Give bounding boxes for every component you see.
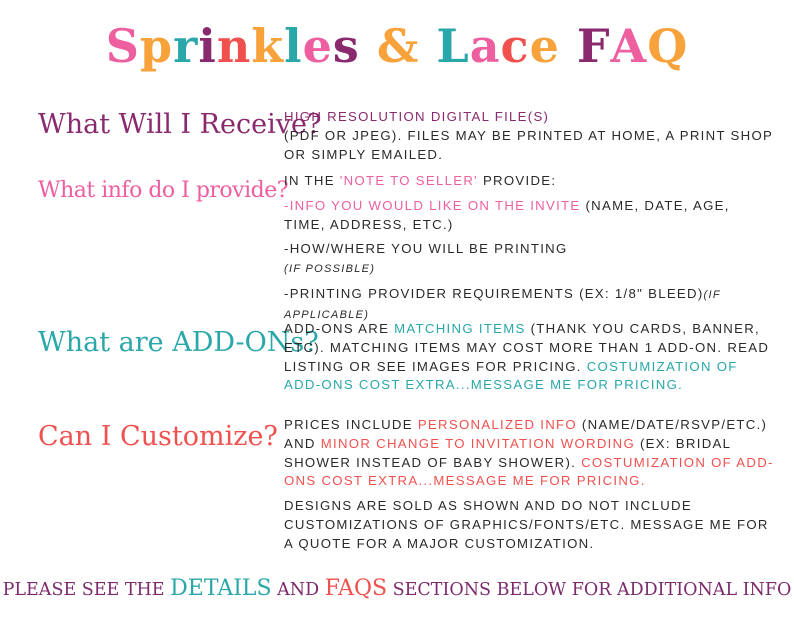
answer-text: (THANK YOU CARDS, BANNER, ETC). MATCHING ITEMS MAY COST MORE THAN 1 ADD-ON. READ LISTING OR SEE IMAGES FOR PRICING. xyxy=(284,321,770,374)
faq-answer-addons xyxy=(284,320,774,401)
answer-text: IN THE xyxy=(284,173,340,188)
answer-text: (EX: BRIDAL SHOWER INSTEAD OF BABY SHOWER). xyxy=(284,435,731,470)
faq-answer-provide xyxy=(284,172,774,331)
title-letter: & xyxy=(376,19,420,73)
footer-text: SECTIONS BELOW FOR ADDITIONAL INFO xyxy=(387,580,792,600)
title-letter: k xyxy=(251,19,285,73)
details-link-text: DETAILS xyxy=(170,576,272,601)
title-letter xyxy=(560,14,577,78)
title-letter: e xyxy=(529,19,560,73)
answer-text: PRICES INCLUDE xyxy=(284,417,418,432)
answer-text: DESIGNS ARE SOLD AS SHOWN AND DO NOT INCLUDE CUSTOMIZATIONS OF GRAPHICS/FONTS/ETC. MESSAGE ME FOR A QUOTE FOR A MAJOR CUSTOMIZATION. xyxy=(284,498,769,551)
answer-text: (NAME/DATE/RSVP/ETC.) AND xyxy=(284,417,768,451)
answer-text: (NAME, DATE, AGE, TIME, ADDRESS, ETC.) xyxy=(284,197,730,232)
title-letter: e xyxy=(302,19,333,73)
highlight-text: MINOR CHANGE TO INVITATION WORDING xyxy=(320,435,636,451)
note-text: (IF POSSIBLE) xyxy=(284,263,376,276)
faq-question-provide: What info do I provide? xyxy=(38,178,289,203)
title-letter: Q xyxy=(647,19,689,73)
page-title xyxy=(0,14,794,78)
highlight-text: -INFO YOU WOULD LIKE ON THE INVITE xyxy=(284,197,581,213)
title-letter: p xyxy=(139,19,174,73)
title-letter: c xyxy=(500,19,530,73)
title-letter xyxy=(419,14,436,78)
faq-answer-receive xyxy=(284,108,774,170)
title-letter xyxy=(360,14,377,78)
faqs-link-text: FAQS xyxy=(324,576,388,601)
highlight-text: HIGH RESOLUTION DIGITAL FILE(S) xyxy=(284,109,550,124)
footer-note xyxy=(0,576,794,601)
note-text: (IF APPLICABLE) xyxy=(284,288,721,321)
answer-text: ADD-ONS ARE xyxy=(284,321,395,336)
title-letter: F xyxy=(576,19,611,73)
highlight-text: PERSONALIZED INFO xyxy=(417,417,577,432)
answer-text: -HOW/WHERE YOU WILL BE PRINTING xyxy=(284,241,568,257)
highlight-text: COSTUMIZATION OF ADD-ONS COST EXTRA...MESSAGE ME FOR PRICING. xyxy=(284,454,774,489)
highlight-text: MATCHING ITEMS xyxy=(394,321,526,336)
faq-question-receive: What Will I Receive? xyxy=(38,109,322,140)
title-letter: s xyxy=(332,19,360,73)
faq-question-customize: Can I Customize? xyxy=(38,421,278,452)
highlight-text: COSTUMIZATION OF ADD-ONS COST EXTRA...MESSAGE ME FOR PRICING. xyxy=(284,358,738,393)
title-letter: n xyxy=(216,19,252,73)
faq-answer-customize xyxy=(284,416,774,560)
title-letter: A xyxy=(610,19,648,73)
title-letter: i xyxy=(198,19,217,73)
title-letter: S xyxy=(105,19,140,73)
footer-text: AND xyxy=(271,580,325,600)
footer-text: PLEASE SEE THE xyxy=(2,580,171,600)
faq-question-addons: What are ADD-ONs? xyxy=(38,327,319,358)
highlight-text: 'NOTE TO SELLER' xyxy=(339,173,478,188)
title-letter: L xyxy=(436,19,470,73)
title-letter: r xyxy=(173,19,199,73)
answer-text: PROVIDE: xyxy=(477,173,557,188)
answer-text: -PRINTING PROVIDER REQUIREMENTS (EX: 1/8" BLEED) xyxy=(284,285,704,301)
title-letter: a xyxy=(469,19,501,73)
title-letter: l xyxy=(284,19,303,73)
answer-text: (PDF OR JPEG). FILES MAY BE PRINTED AT HOME, A PRINT SHOP OR SIMPLY EMAILED. xyxy=(284,127,773,162)
